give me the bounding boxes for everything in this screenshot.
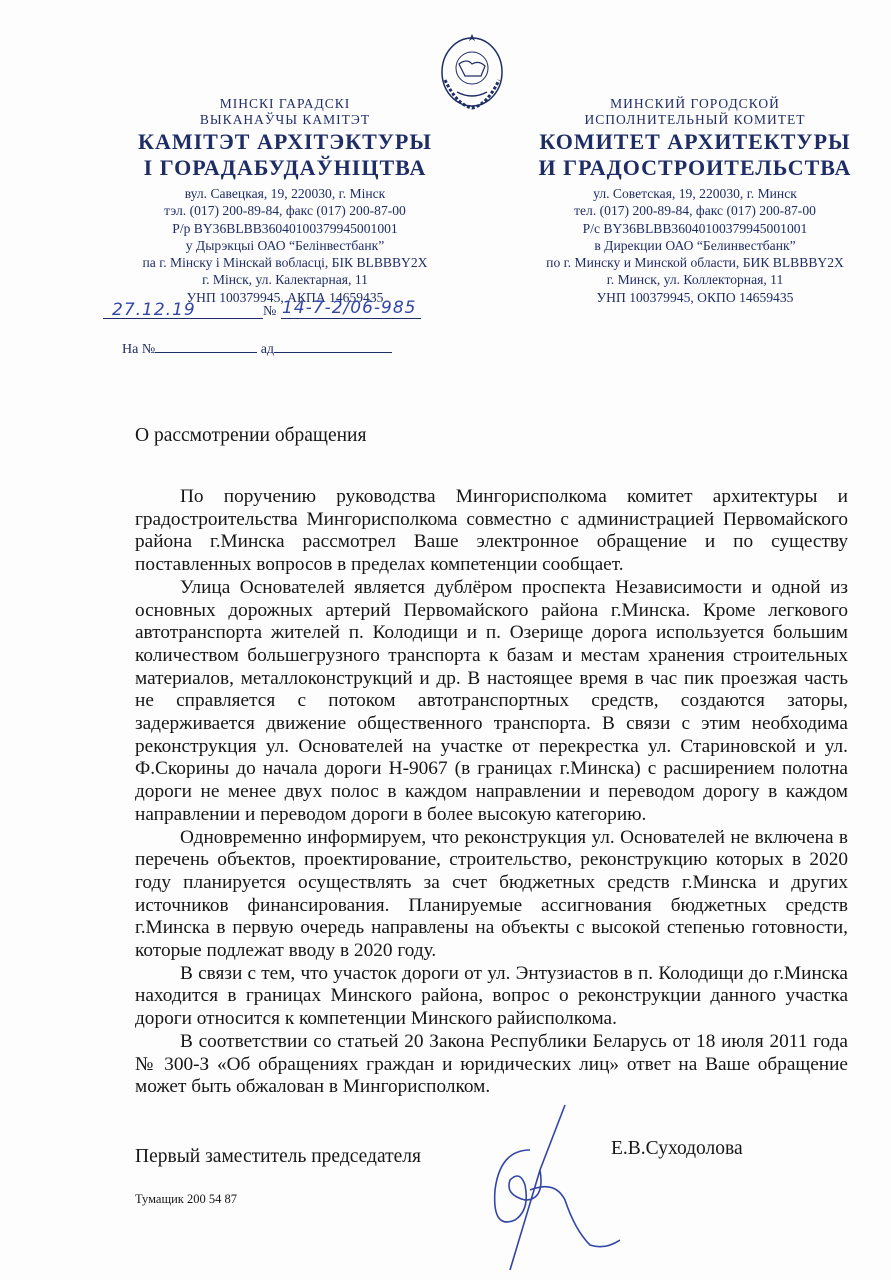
handwritten-date: 27.12.19 <box>112 300 196 320</box>
address-line: г. Мінск, ул. Калектарная, 11 <box>202 272 368 288</box>
reply-to-label: На № <box>122 342 156 357</box>
letterhead-russian <box>495 96 891 306</box>
address-line: тел. (017) 200-89-84, факс (017) 200-87-00 <box>574 203 816 219</box>
letterhead-belarusian <box>85 96 485 306</box>
signatory-name: Е.В.Суходолова <box>611 1138 743 1159</box>
address-line: УНП 100379945, АКПА 14659435 <box>186 289 384 305</box>
executor-contact: Тумащик 200 54 87 <box>135 1192 237 1206</box>
committee-title: И ГРАДОСТРОИТЕЛЬСТВА <box>538 155 852 180</box>
committee-title: І ГОРАДАБУДАЎНІЦТВА <box>143 155 427 180</box>
committee-title: КАМІТЭТ АРХІТЭКТУРЫ <box>138 129 432 154</box>
letter-body <box>135 486 848 1099</box>
reply-date-blank <box>274 340 392 353</box>
reply-number-blank <box>155 340 257 353</box>
address-block <box>85 185 485 306</box>
address-line: тэл. (017) 200-89-84, факс (017) 200-87-00 <box>164 203 406 219</box>
address-block <box>495 185 891 306</box>
org-name: МІНСКІ ГАРАДСКІ <box>219 96 351 111</box>
address-line: ул. Советская, 19, 220030, г. Минск <box>593 186 797 201</box>
org-name: ИСПОЛНИТЕЛЬНЫЙ КОМИТЕТ <box>584 112 806 127</box>
address-line: Р/с BY36BLBB36040100379945001001 <box>582 220 808 236</box>
committee-title: КОМИТЕТ АРХИТЕКТУРЫ <box>539 129 851 154</box>
address-line: па г. Мінску і Мінскай вобласці, БІК BLBBBY2X <box>142 255 428 271</box>
address-line: г. Минск, ул. Коллекторная, 11 <box>606 272 784 288</box>
paragraph: В соответствии со статьей 20 Закона Республики Беларусь от 18 июля 2011 года № 300-З «Об обращениях граждан и юридических лиц» ответ на Ваше обращение может быть обжалован в Мингорисполком. <box>135 1030 848 1098</box>
signatory-position: Первый заместитель председателя <box>135 1146 421 1167</box>
address-line: по г. Минску и Минской области, БИК BLBBBY2X <box>546 255 844 271</box>
address-line: у Дырэкцыі ОАО “Белінвестбанк” <box>185 237 385 253</box>
paragraph: По поручению руководства Мингорисполкома комитет архитектуры и градостроительства Мингорисполкома совместно с администрацией Первомайского района г.Минска рассмотрел Ваше электронное обращение и по существу поставленных вопросов в пределах компетенции сообщает. <box>135 486 848 576</box>
paragraph: В связи с тем, что участок дороги от ул. Энтузиастов в п. Колодищи до г.Минска находится в границах Минского района, вопрос о реконструкции данного участка дороги относится к компетенции Минского райисполкома. <box>135 962 848 1030</box>
address-line: в Дирекции ОАО “Белинвестбанк” <box>594 237 796 253</box>
org-name: ВЫКАНАЎЧЫ КАМІТЭТ <box>199 112 371 127</box>
reply-reference <box>122 340 392 358</box>
paragraph: Улица Основателей является дублёром проспекта Независимости и одной из основных дорожных артерий Первомайского района г.Минска. Кроме легкового автотранспорта жителей п. Колодищи и п. Озерище дорога используется большим количеством большегрузного транспорта к базам и местам хранения строительных материалов, металлоконструкций и др. В настоящее время в час пик проезжая часть не справляется с потоком автотранспортных средств, создаются заторы, задерживается движение общественного транспорта. В связи с этим необходима реконструкция ул. Основателей на участке от перекрестка ул. Стариновской и ул. Ф.Скорины до начала дороги Н-9067 (в границах г.Минска) с расширением полотна дороги не менее двух полос в каждом направлении и переводом дорогу в каждом направлении и переводом дороги в более высокую категорию. <box>135 576 848 825</box>
handwritten-number: 14-7-2/06-985 <box>282 298 417 318</box>
address-line: Р/р BY36BLBB36040100379945001001 <box>172 220 398 236</box>
number-underline <box>281 318 421 319</box>
number-label: № <box>263 304 277 319</box>
handwritten-signature-icon <box>470 1100 620 1275</box>
address-line: вул. Савецкая, 19, 220030, г. Мінск <box>184 186 386 201</box>
paragraph: Одновременно информируем, что реконструкция ул. Основателей не включена в перечень объектов, проектирование, строительство, реконструкцию которых в 2020 году планируется осуществлять за счет бюджетных средств г.Минска и других источников финансирования. Планируемые ассигнования бюджетных средств г.Минска в первую очередь направлены на объекты с высокой степенью готовности, которые подлежат вводу в 2020 году. <box>135 826 848 962</box>
letter-subject: О рассмотрении обращения <box>135 425 367 446</box>
org-name: МИНСКИЙ ГОРОДСКОЙ <box>610 96 780 111</box>
reply-from-label: ад <box>260 342 275 357</box>
address-line: УНП 100379945, ОКПО 14659435 <box>596 289 794 305</box>
